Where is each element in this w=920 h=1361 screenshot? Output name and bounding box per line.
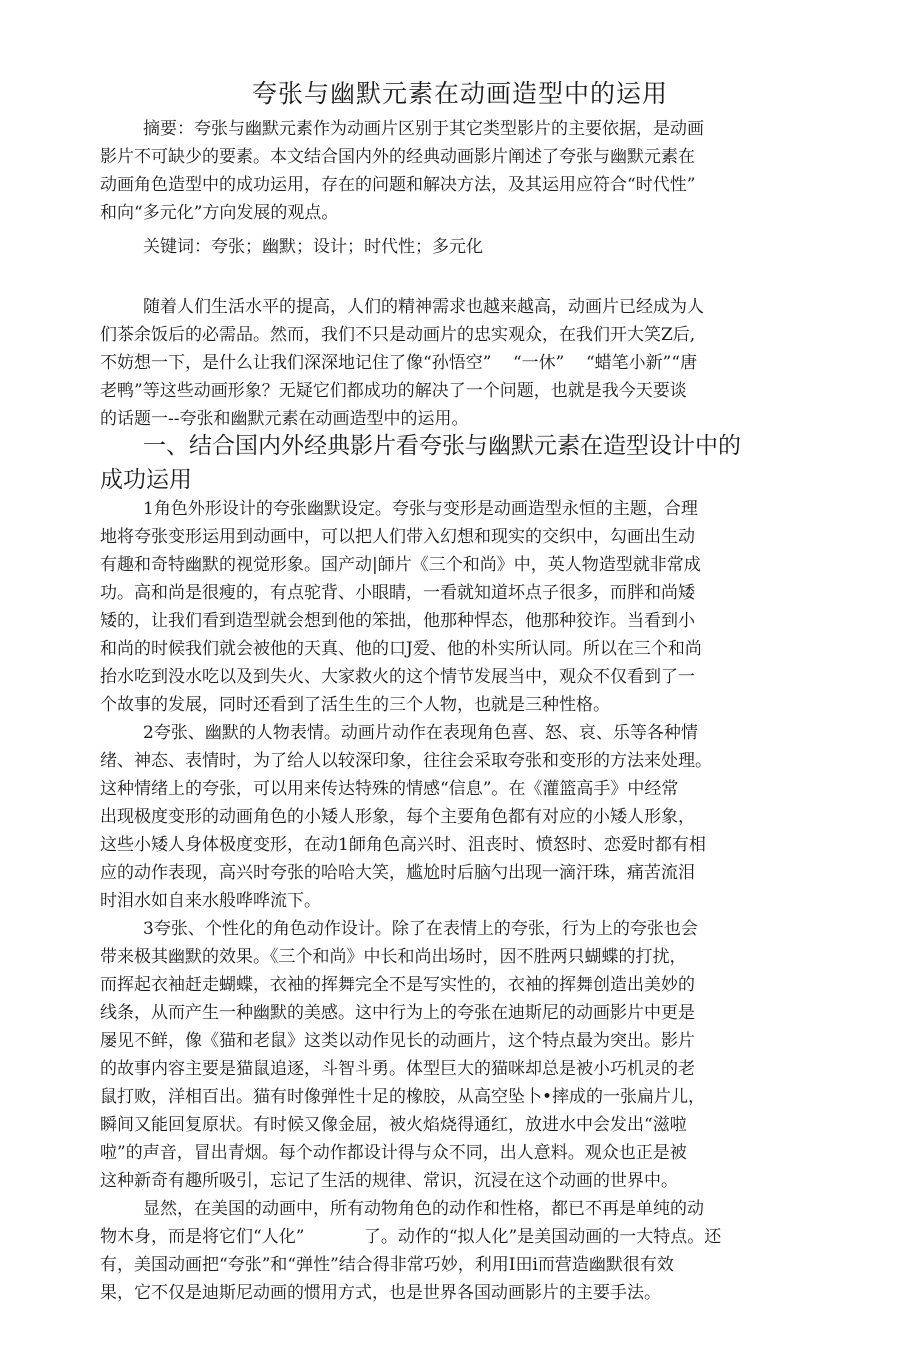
- body-line: 绪、神态、表情时，为了给人以较深印象，往往会采取夸张和变形的方法来处理。: [100, 751, 712, 771]
- body-line: 屡见不鲜，像《猫和老鼠》这类以动作见长的动画片，这个特点最为突出。影片: [100, 1031, 695, 1051]
- body-line: 矮的，让我们看到造型就会想到他的笨拙，他那种悍态，他那种狡诈。当看到小: [100, 611, 695, 631]
- body-line: 这种新奇有趣所吸引，忘记了生活的规律、常识，沉浸在这个动画的世界中。: [100, 1171, 678, 1191]
- intro-line: 随着人们生活水平的提高，人们的精神需求也越来越高，动画片已经成为人: [143, 297, 704, 317]
- body-line: 瞬间又能回复原状。有时候又像金屈，被火焰烧得通红，放进水中会发出“滋啦: [100, 1115, 687, 1135]
- section-heading: 一、结合国内外经典影片看夸张与幽默元素在造型设计中的: [143, 433, 741, 459]
- body-line: 1角色外形设计的夸张幽默设定。夸张与变形是动画造型永恒的主题，合理: [143, 499, 698, 519]
- body-line: 有，美国动画把“夸张”和“弹性”结合得非常巧妙，利用I田i而营造幽默很有效: [100, 1255, 674, 1275]
- body-line: 地将夸张变形运用到动画中，可以把人们带入幻想和现实的交织中，勾画出生动: [100, 527, 695, 547]
- body-line: 应的动作表现，高兴时夸张的哈哈大笑，尴尬时后脑勺出现一滴汗珠，痛苦流泪: [100, 863, 695, 883]
- keywords-line: 关键词：夸张；幽默；设计；时代性；多元化: [143, 237, 483, 257]
- body-line: 的故事内容主要是猫鼠追逐，斗智斗勇。体型巨大的猫咪却总是被小巧机灵的老: [100, 1059, 695, 1079]
- body-line: 功。高和尚是很瘦的，有点驼背、小眼睛，一看就知道坏点子很多，而胖和尚矮: [100, 583, 695, 603]
- body-line: 线条，从而产生一种幽默的美感。这中行为上的夸张在迪斯尼的动画影片中更是: [100, 1003, 695, 1023]
- body-line: 而挥起衣袖赶走蝴蝶，衣袖的挥舞完全不是写实性的，衣袖的挥舞创造出美妙的: [100, 975, 695, 995]
- body-line: 和尚的时候我们就会被他的天真、他的口J爱、他的朴实所认同。所以在三个和尚: [100, 639, 702, 659]
- intro-line: 老鸭”等这些动画形象？无疑它们都成功的解决了一个问题，也就是我今天要谈: [100, 381, 687, 401]
- body-line: 时泪水如自来水般哗哗流下。: [100, 891, 321, 911]
- body-line: 3夸张、个性化的角色动作设计。除了在表情上的夸张，行为上的夸张也会: [143, 919, 698, 939]
- body-line: 抬水吃到没水吃以及到失火、大家救火的这个情节发展当中，观众不仅看到了一: [100, 667, 695, 687]
- paper-title: 夸张与幽默元素在动画造型中的运用: [251, 79, 668, 108]
- body-line: 啦”的声音，冒出青烟。每个动作都设计得与众不同，出人意料。观众也正是被: [100, 1143, 687, 1163]
- abstract-line: 动画角色造型中的成功运用，存在的问题和解决方法，及其运用应符合“时代性”: [100, 175, 696, 195]
- intro-line: 的话题一--夸张和幽默元素在动画造型中的运用。: [100, 409, 469, 429]
- body-line: 这些小矮人身体极度变形，在动1師角色高兴时、沮丧时、愤怒时、恋爱时都有相: [100, 835, 706, 855]
- body-line: 果，它不仅是迪斯尼动画的惯用方式，也是世界各国动画影片的主要手法。: [100, 1283, 661, 1303]
- body-line: 2夸张、幽默的人物表情。动画片动作在表现角色喜、怒、哀、乐等各种情: [143, 723, 698, 743]
- intro-line: 们茶余饭后的必需品。然而，我们不只是动画片的忠实观众，在我们开大笑Z后,: [100, 325, 696, 345]
- abstract-line: 摘要：夸张与幽默元素作为动画片区别于其它类型影片的主要依据，是动画: [143, 119, 704, 139]
- body-line: 物木身，而是将它们“人化” 了。动作的“拟人化”是美国动画的一大特点。还: [100, 1227, 722, 1247]
- body-line: 出现极度变形的动画角色的小矮人形象，每个主要角色都有对应的小矮人形象，: [100, 807, 695, 827]
- abstract-line: 影片不可缺少的要素。本文结合国内外的经典动画影片阐述了夸张与幽默元素在: [100, 147, 695, 167]
- body-line: 显然，在美国的动画中，所有动物角色的动作和性格，都已不再是单纯的动: [143, 1199, 704, 1219]
- intro-line: 不妨想一下，是什么让我们深深地记住了像“孙悟空” “一休” “蜡笔小新”“唐: [100, 353, 698, 373]
- section-heading: 成功运用: [100, 467, 192, 493]
- body-line: 个故事的发展，同时还看到了活生生的三个人物，也就是三种性格。: [100, 695, 610, 715]
- body-line: 这种情绪上的夸张，可以用来传达特殊的情感“信息”。在《灌篮高手》中经常: [100, 779, 679, 799]
- body-line: 鼠打败，洋相百出。猫有时像弹性十足的橡胶，从高空坠卜•摔成的一张扁片儿，: [100, 1087, 706, 1107]
- body-line: 有趣和奇特幽默的视觉形象。国产动|師片《三个和尚》中，英人物造型就非常成: [100, 555, 701, 575]
- body-line: 带来极其幽默的效果。《三个和尚》中长和尚出场时，因不胜两只蝴蝶的打扰，: [100, 947, 687, 967]
- abstract-line: 和向“多元化”方向发展的观点。: [100, 203, 339, 223]
